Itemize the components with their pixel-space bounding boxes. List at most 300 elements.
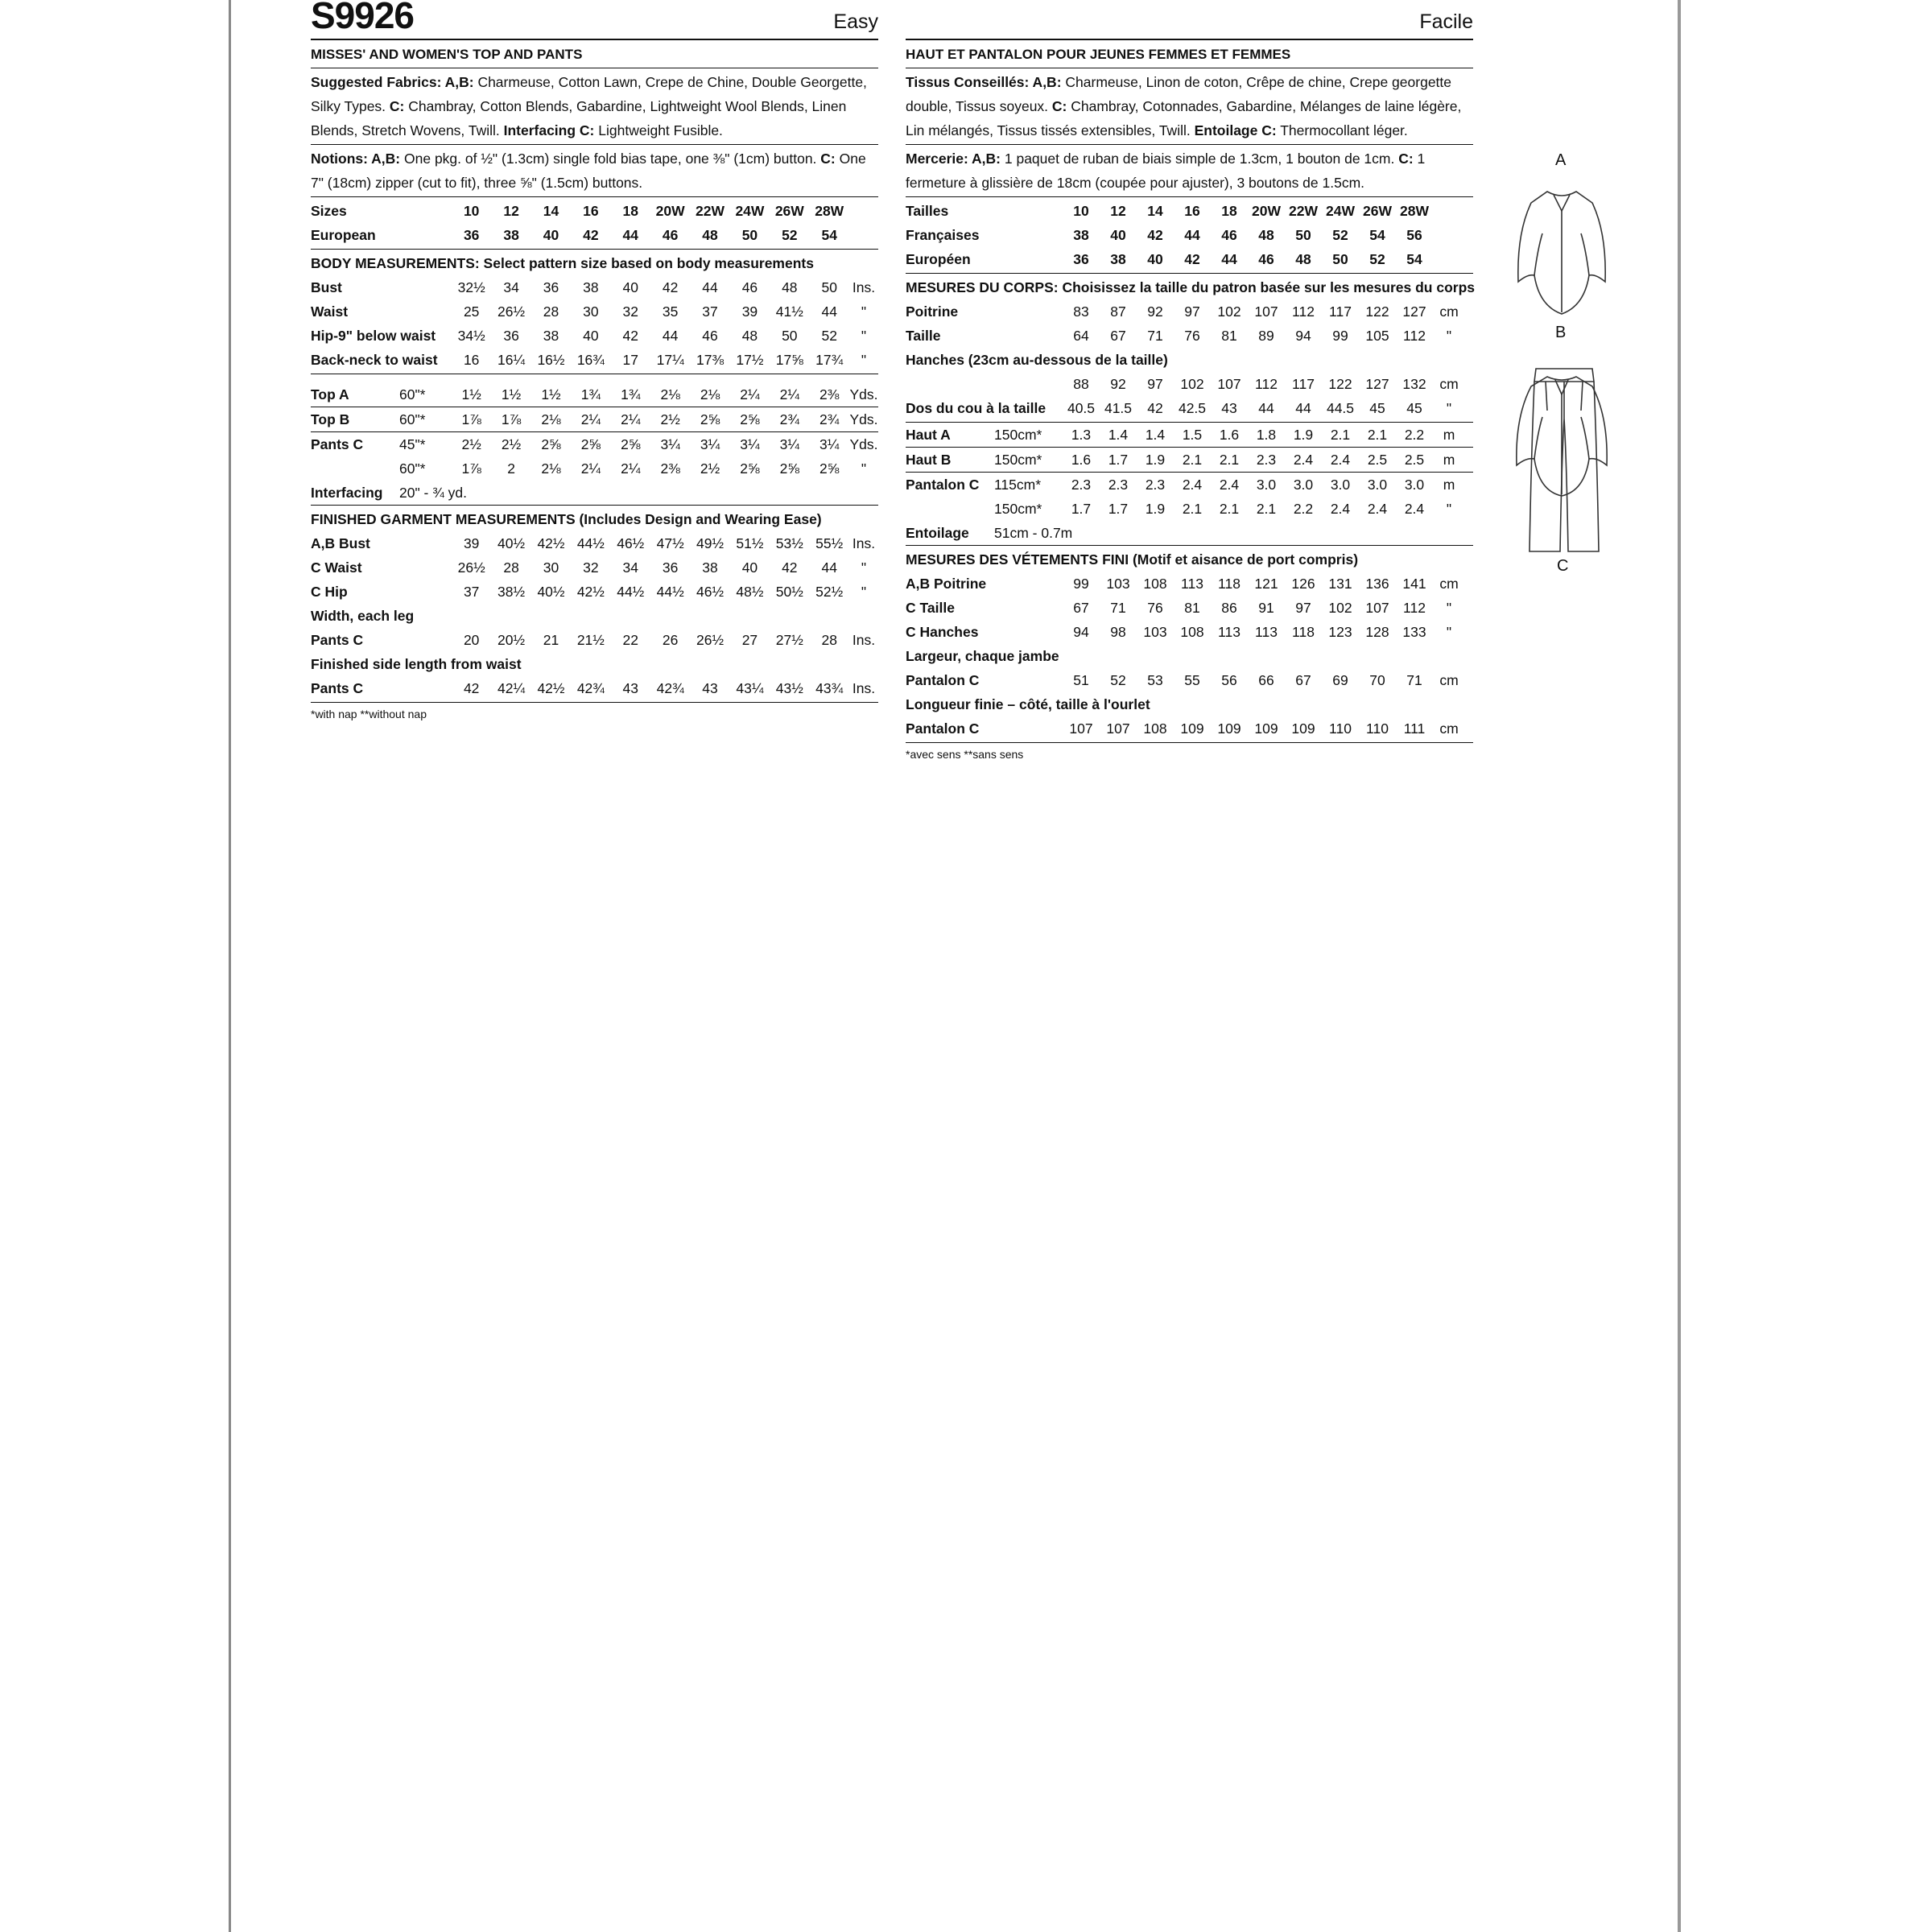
table-cell: 2⅛ xyxy=(660,386,680,402)
table-cell: 103 xyxy=(1143,623,1167,640)
table-cell: 99 xyxy=(1073,575,1089,592)
table-cell: 103 xyxy=(1106,575,1130,592)
table-cell: 42 xyxy=(782,559,798,576)
table-cell: 36 xyxy=(1073,250,1089,267)
hip-label-fr: Hanches (23cm au-dessous de la taille) xyxy=(906,351,1168,368)
table-cell: 2.5 xyxy=(1367,451,1388,468)
table-cell: 20½ xyxy=(497,631,526,648)
table-cell: 22W xyxy=(696,202,725,219)
table-cell: 44 xyxy=(1184,226,1200,243)
table-row xyxy=(311,580,878,604)
table-cell: 94 xyxy=(1073,623,1089,640)
pants-c-sketch-icon xyxy=(1521,362,1610,564)
pants-yardage xyxy=(311,432,878,481)
table-cell: 54 xyxy=(821,226,837,243)
table-cell: 16 xyxy=(463,351,480,368)
table-cell: 54 xyxy=(1406,250,1422,267)
finished-measurements xyxy=(311,506,878,703)
table-cell: 88 xyxy=(1073,375,1089,392)
table-cell: 1½ xyxy=(501,386,522,402)
table-cell: 48 xyxy=(1258,226,1274,243)
table-cell: 49½ xyxy=(696,535,724,551)
table-cell: 109 xyxy=(1254,720,1278,737)
table-cell: 38 xyxy=(543,327,559,344)
table-cell: 1.7 xyxy=(1108,500,1129,517)
notions-fr: Mercerie: A,B: 1 paquet de ruban de biais simple de 1.3cm, 1 bouton de 1cm. C: 1 fermeture à glissière de 18cm (coupée pour ajuster), 3 boutons de 1.5cm. xyxy=(906,145,1473,197)
table-cell: 40½ xyxy=(537,583,565,600)
table-cell: 40 xyxy=(1110,226,1126,243)
table-cell: 36 xyxy=(463,226,480,243)
table-cell: 20 xyxy=(463,631,480,648)
unit: " xyxy=(1446,327,1452,344)
table-cell: 1.9 xyxy=(1145,451,1166,468)
table-cell: 97 xyxy=(1184,303,1200,320)
table-cell: 107 xyxy=(1217,375,1241,392)
table-cell: 112 xyxy=(1292,303,1315,320)
table-cell: 16¼ xyxy=(497,351,526,368)
fabric-width: 60"* xyxy=(399,460,426,477)
table-cell: 34 xyxy=(622,559,638,576)
table-cell: 16 xyxy=(1184,202,1200,219)
table-cell: 27 xyxy=(741,631,758,648)
table-cell: 48 xyxy=(1295,250,1311,267)
table-cell: 2⅝ xyxy=(700,411,720,427)
header xyxy=(311,0,878,40)
table-cell: 112 xyxy=(1403,327,1426,344)
table-cell: 102 xyxy=(1180,375,1204,392)
illustration-label-b: B xyxy=(1555,324,1567,341)
table-cell: 44 xyxy=(1295,399,1311,416)
table-cell: 136 xyxy=(1365,575,1389,592)
unit: " xyxy=(861,460,867,477)
table-cell: 2⅝ xyxy=(580,436,601,452)
table-cell: 92 xyxy=(1110,375,1126,392)
table-cell: 42¾ xyxy=(576,679,605,696)
table-row xyxy=(311,456,878,481)
table-cell: 36 xyxy=(543,279,559,295)
suggested-fabrics: Suggested Fabrics: A,B: Charmeuse, Cotton Lawn, Crepe de Chine, Double Georgette, Silky Types. C: Chambray, Cotton Blends, Gabardine, Lightweight Wool Blends, Linen Blends, Stretch Wovens, Twill. Interfacing C: Lightweight Fusible. xyxy=(311,68,878,145)
table-cell: 141 xyxy=(1402,575,1426,592)
table-cell: 2.3 xyxy=(1108,476,1129,493)
table-cell: 12 xyxy=(503,202,519,219)
unit: " xyxy=(1446,399,1452,416)
table-cell: 46 xyxy=(662,226,679,243)
unit: " xyxy=(861,327,867,344)
table-cell: 44.5 xyxy=(1326,399,1355,416)
size-table-fr xyxy=(906,197,1473,274)
table-cell: 1¾ xyxy=(621,386,641,402)
table-row xyxy=(906,473,1473,497)
table-cell: 48½ xyxy=(736,583,764,600)
table-cell: 1.9 xyxy=(1293,426,1314,443)
row-label: Pantalon C xyxy=(906,720,980,737)
table-row xyxy=(906,396,1473,420)
table-cell: 53½ xyxy=(775,535,803,551)
table-cell: 1.6 xyxy=(1071,451,1092,468)
row-label: Pants C xyxy=(311,679,364,696)
table-cell: 38½ xyxy=(497,583,526,600)
table-cell: 2.1 xyxy=(1219,500,1240,517)
illustration-label-a: A xyxy=(1555,151,1567,169)
table-cell: 55½ xyxy=(815,535,844,551)
table-cell: 3¼ xyxy=(700,436,720,452)
table-cell: 2¼ xyxy=(740,386,760,402)
row-label: Top A xyxy=(311,386,349,402)
table-cell: 52 xyxy=(1110,671,1126,688)
table-cell: 2.2 xyxy=(1293,500,1314,517)
table-row xyxy=(311,676,878,700)
fabric-width: 115cm* xyxy=(994,476,1042,493)
table-cell: 46 xyxy=(1221,226,1237,243)
table-cell: 86 xyxy=(1221,599,1237,616)
table-cell: 2⅝ xyxy=(740,411,760,427)
table-cell: 2¼ xyxy=(621,411,641,427)
row-label: Top B xyxy=(311,411,350,427)
difficulty-level-fr: Facile xyxy=(1419,10,1473,33)
table-cell: 3¼ xyxy=(819,436,840,452)
row-label: European xyxy=(311,226,376,243)
table-cell: 17⅜ xyxy=(696,351,724,368)
table-cell: 69 xyxy=(1332,671,1348,688)
table-cell: 46 xyxy=(741,279,758,295)
row-label: Européen xyxy=(906,250,971,267)
interfacing-row: Interfacing 20" - ¾ yd. xyxy=(311,481,878,506)
table-row xyxy=(311,407,878,432)
table-row xyxy=(906,223,1473,247)
table-cell: 2.4 xyxy=(1182,476,1203,493)
table-cell: 76 xyxy=(1184,327,1200,344)
table-cell: 12 xyxy=(1110,202,1126,219)
table-cell: 89 xyxy=(1258,327,1274,344)
table-cell: 37 xyxy=(463,583,480,600)
unit: Ins. xyxy=(852,279,876,295)
table-cell: 94 xyxy=(1295,327,1311,344)
table-cell: 32½ xyxy=(457,279,485,295)
table-cell: 126 xyxy=(1291,575,1315,592)
table-cell: 51 xyxy=(1073,671,1089,688)
table-cell: 99 xyxy=(1332,327,1348,344)
table-cell: 42 xyxy=(622,327,638,344)
table-cell: 44 xyxy=(1258,399,1274,416)
table-cell: 2½ xyxy=(700,460,720,477)
table-cell: 67 xyxy=(1295,671,1311,688)
table-cell: 20W xyxy=(655,202,685,219)
table-cell: 70 xyxy=(1369,671,1385,688)
table-cell: 98 xyxy=(1110,623,1126,640)
table-cell: 42 xyxy=(1147,399,1163,416)
table-cell: 38 xyxy=(702,559,718,576)
table-cell: 2.1 xyxy=(1182,500,1203,517)
table-cell: 50½ xyxy=(775,583,803,600)
table-cell: 16 xyxy=(583,202,599,219)
table-cell: 2¾ xyxy=(779,411,799,427)
unit: Yds. xyxy=(849,386,878,402)
table-cell: 38 xyxy=(583,279,599,295)
table-cell: 2⅝ xyxy=(621,436,641,452)
row-label: A,B Poitrine xyxy=(906,575,987,592)
table-cell: 112 xyxy=(1255,375,1278,392)
table-cell: 43 xyxy=(1221,399,1237,416)
table-cell: 113 xyxy=(1255,623,1278,640)
table-cell: 42 xyxy=(662,279,679,295)
table-cell: 55 xyxy=(1184,671,1200,688)
table-cell: 44½ xyxy=(656,583,684,600)
table-cell: 38 xyxy=(503,226,519,243)
table-cell: 53 xyxy=(1147,671,1163,688)
row-label: Pantalon C xyxy=(906,476,980,493)
unit: cm xyxy=(1439,720,1459,737)
table-cell: 1.8 xyxy=(1256,426,1277,443)
unit: " xyxy=(861,351,867,368)
table-cell: 46½ xyxy=(696,583,724,600)
row-label: Bust xyxy=(311,279,342,295)
table-cell: 2.1 xyxy=(1256,500,1277,517)
finished-measurements-fr xyxy=(906,546,1473,743)
table-cell: 83 xyxy=(1073,303,1089,320)
table-cell: 97 xyxy=(1295,599,1311,616)
table-cell: 112 xyxy=(1403,599,1426,616)
row-label: Dos du cou à la taille xyxy=(906,399,1046,416)
table-cell: 81 xyxy=(1221,327,1237,344)
table-cell: 28 xyxy=(503,559,519,576)
table-cell: 1¾ xyxy=(580,386,601,402)
table-cell: 18 xyxy=(622,202,638,219)
table-row xyxy=(311,299,878,324)
table-row xyxy=(311,628,878,652)
table-row xyxy=(906,716,1473,741)
table-cell: 51½ xyxy=(736,535,764,551)
row-label: C Hip xyxy=(311,583,348,600)
table-cell: 25 xyxy=(463,303,480,320)
table-cell: 40 xyxy=(583,327,599,344)
row-label: Tailles xyxy=(906,202,949,219)
table-cell: 36 xyxy=(662,559,679,576)
unit: " xyxy=(861,303,867,320)
table-cell: 2⅛ xyxy=(541,411,561,427)
table-cell: 50 xyxy=(782,327,798,344)
table-cell: 87 xyxy=(1110,303,1126,320)
table-cell: 1.4 xyxy=(1108,426,1129,443)
row-label: Pants C xyxy=(311,631,364,648)
table-cell: 52 xyxy=(782,226,798,243)
table-cell: 44 xyxy=(662,327,679,344)
table-cell: 102 xyxy=(1328,599,1352,616)
table-cell: 110 xyxy=(1366,720,1389,737)
table-cell: 2⅜ xyxy=(660,460,680,477)
table-row xyxy=(906,596,1473,620)
table-cell: 42 xyxy=(583,226,599,243)
table-cell: 22W xyxy=(1289,202,1318,219)
table-cell: 50 xyxy=(1295,226,1311,243)
top-a-sketch-icon xyxy=(1518,192,1605,314)
table-cell: 54 xyxy=(1369,226,1385,243)
table-cell: 26½ xyxy=(696,631,724,648)
table-cell: 97 xyxy=(1147,375,1163,392)
fabric-width: 60"* xyxy=(399,386,426,402)
pattern-title: MISSES' AND WOMEN'S TOP AND PANTS xyxy=(311,40,878,68)
table-cell: 42¼ xyxy=(497,679,526,696)
table-cell: 1.5 xyxy=(1182,426,1203,443)
table-cell: 108 xyxy=(1143,575,1167,592)
table-cell: 1.7 xyxy=(1108,451,1129,468)
table-row xyxy=(311,199,878,223)
table-cell: 2.2 xyxy=(1404,426,1425,443)
table-cell: 44 xyxy=(702,279,718,295)
table-cell: 26W xyxy=(774,202,804,219)
table-row xyxy=(311,432,878,456)
table-cell: 67 xyxy=(1073,599,1089,616)
table-cell: 42 xyxy=(463,679,480,696)
table-cell: 34½ xyxy=(457,327,485,344)
table-cell: 32 xyxy=(622,303,638,320)
table-cell: 1⅞ xyxy=(461,411,481,427)
body-measurements-header-fr: MESURES DU CORPS: Choisissez la taille du patron basée sur les mesures du corps xyxy=(906,279,1476,295)
unit: Yds. xyxy=(849,411,878,427)
table-cell: 127 xyxy=(1402,303,1426,320)
table-cell: 28W xyxy=(1400,202,1429,219)
table-cell: 40 xyxy=(622,279,638,295)
side-length-label: Finished side length from waist xyxy=(311,655,522,672)
table-cell: 16½ xyxy=(537,351,565,368)
unit: cm xyxy=(1439,671,1459,688)
table-cell: 2.1 xyxy=(1182,451,1203,468)
table-cell: 46 xyxy=(702,327,718,344)
table-cell: 52 xyxy=(1332,226,1348,243)
table-cell: 1.3 xyxy=(1071,426,1092,443)
table-cell: 3¼ xyxy=(740,436,760,452)
table-cell: 32 xyxy=(583,559,599,576)
table-cell: 10 xyxy=(463,202,480,219)
table-cell: 2⅛ xyxy=(700,386,720,402)
table-cell: 2.4 xyxy=(1404,500,1425,517)
table-cell: 28 xyxy=(821,631,837,648)
table-cell: 2½ xyxy=(501,436,522,452)
fabric-width: 60"* xyxy=(399,411,426,427)
unit: Ins. xyxy=(852,679,876,696)
side-length-label-fr: Longueur finie – côté, taille à l'ourlet xyxy=(906,696,1150,712)
table-row xyxy=(311,382,878,407)
table-cell: 2.1 xyxy=(1330,426,1351,443)
table-cell: 44½ xyxy=(617,583,645,600)
table-cell: 30 xyxy=(583,303,599,320)
table-row xyxy=(906,423,1473,448)
table-cell: 105 xyxy=(1365,327,1389,344)
row-label: Back-neck to waist xyxy=(311,351,438,368)
unit: " xyxy=(861,559,867,576)
table-cell: 91 xyxy=(1258,599,1274,616)
table-cell: 118 xyxy=(1218,575,1241,592)
table-cell: 48 xyxy=(702,226,718,243)
table-cell: 1.7 xyxy=(1071,500,1092,517)
unit: " xyxy=(1446,599,1452,616)
table-row xyxy=(311,324,878,348)
row-label: C Waist xyxy=(311,559,362,576)
table-cell: 26W xyxy=(1363,202,1392,219)
row-label: Pants C xyxy=(311,436,364,452)
table-cell: 42 xyxy=(1147,226,1163,243)
unit: Ins. xyxy=(852,535,876,551)
table-cell: 43 xyxy=(702,679,718,696)
table-cell: 42½ xyxy=(576,583,605,600)
table-cell: 40 xyxy=(543,226,559,243)
table-row xyxy=(311,223,878,247)
table-cell: 40 xyxy=(741,559,758,576)
table-cell: 2⅛ xyxy=(541,460,561,477)
table-cell: 1⅞ xyxy=(461,460,481,477)
table-cell: 2.3 xyxy=(1256,451,1277,468)
table-cell: 43¼ xyxy=(736,679,764,696)
table-cell: 128 xyxy=(1365,623,1389,640)
table-cell: 17¾ xyxy=(815,351,844,368)
english-column xyxy=(311,0,878,720)
pants-yardage-fr xyxy=(906,473,1473,521)
table-cell: 2.5 xyxy=(1404,451,1425,468)
table-cell: 17¼ xyxy=(656,351,684,368)
row-label: Hip-9" below waist xyxy=(311,327,436,344)
table-cell: 117 xyxy=(1329,303,1352,320)
table-cell: 18 xyxy=(1221,202,1237,219)
pattern-number: S9926 xyxy=(311,0,415,36)
fabric-width: 45"* xyxy=(399,436,426,452)
table-cell: 102 xyxy=(1217,303,1241,320)
table-cell: 27½ xyxy=(775,631,803,648)
body-measurements xyxy=(311,250,878,374)
table-cell: 22 xyxy=(622,631,638,648)
table-cell: 38 xyxy=(1110,250,1126,267)
fabric-width: 150cm* xyxy=(994,500,1042,517)
table-cell: 1.9 xyxy=(1145,500,1166,517)
table-cell: 2 xyxy=(507,460,515,477)
table-cell: 107 xyxy=(1106,720,1130,737)
table-cell: 44 xyxy=(622,226,638,243)
table-cell: 3.0 xyxy=(1330,476,1351,493)
table-cell: 45 xyxy=(1369,399,1385,416)
table-cell: 42½ xyxy=(537,679,565,696)
french-column xyxy=(906,0,1476,761)
table-cell: 108 xyxy=(1143,720,1167,737)
table-cell: 45 xyxy=(1406,399,1422,416)
difficulty-level: Easy xyxy=(833,10,878,33)
row-label: C Taille xyxy=(906,599,955,616)
table-cell: 133 xyxy=(1402,623,1426,640)
table-cell: 43½ xyxy=(775,679,803,696)
table-cell: 2.4 xyxy=(1219,476,1240,493)
table-cell: 42.5 xyxy=(1178,399,1207,416)
table-cell: 48 xyxy=(741,327,758,344)
unit: m xyxy=(1443,426,1455,443)
unit: Yds. xyxy=(849,436,878,452)
table-cell: 17 xyxy=(622,351,638,368)
table-cell: 52½ xyxy=(815,583,844,600)
table-cell: 2¼ xyxy=(621,460,641,477)
unit: m xyxy=(1443,476,1455,493)
table-cell: 39 xyxy=(463,535,480,551)
table-cell: 44 xyxy=(821,303,837,320)
table-cell: 2⅝ xyxy=(819,460,840,477)
table-cell: 113 xyxy=(1218,623,1241,640)
table-cell: 110 xyxy=(1329,720,1352,737)
width-leg-label: Width, each leg xyxy=(311,607,415,624)
table-row xyxy=(311,348,878,372)
table-cell: 21 xyxy=(543,631,559,648)
table-cell: 30 xyxy=(543,559,559,576)
table-cell: 66 xyxy=(1258,671,1274,688)
table-row xyxy=(906,199,1473,223)
table-row xyxy=(906,668,1473,692)
table-cell: 2.3 xyxy=(1145,476,1166,493)
table-cell: 3.0 xyxy=(1404,476,1425,493)
table-cell: 2.4 xyxy=(1330,500,1351,517)
